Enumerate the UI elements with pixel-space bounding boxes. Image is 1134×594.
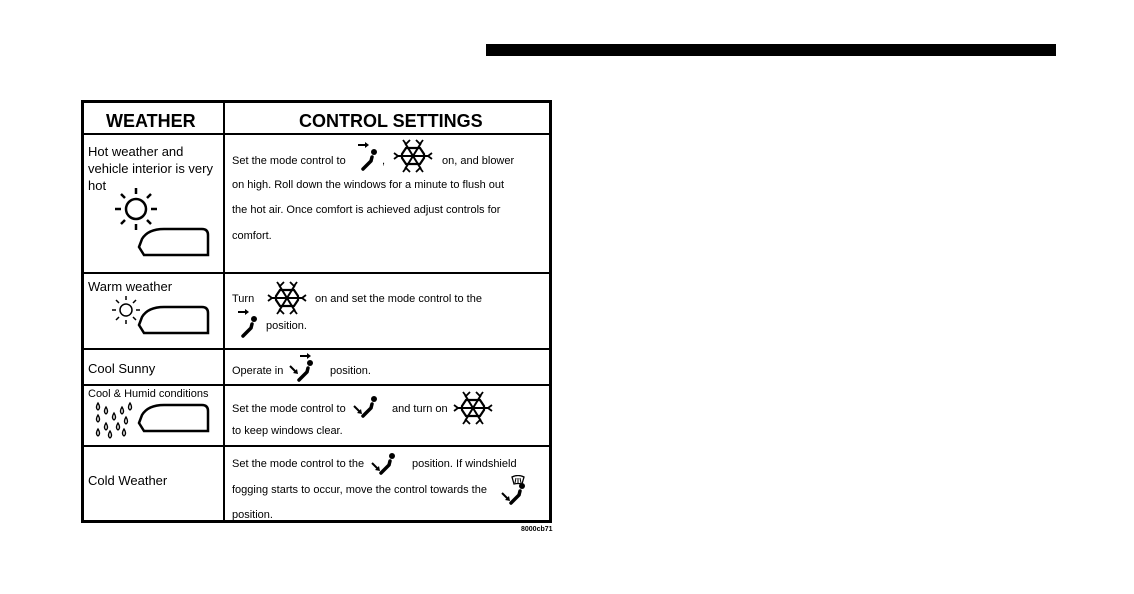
defrost-floor-mode-icon bbox=[500, 475, 540, 511]
row-divider bbox=[84, 133, 549, 135]
weather-warm: Warm weather bbox=[88, 279, 173, 294]
control-text: , bbox=[382, 155, 386, 167]
control-text: Operate in bbox=[232, 365, 284, 377]
car-icon bbox=[136, 401, 218, 441]
weather-cold: Cold Weather bbox=[88, 473, 168, 488]
floor-mode-icon bbox=[370, 447, 406, 481]
car-icon bbox=[136, 225, 218, 265]
control-text: to keep windows clear. bbox=[232, 425, 343, 437]
raindrops-icon bbox=[90, 401, 142, 443]
bi-level-mode-icon bbox=[288, 350, 324, 384]
control-text: comfort. bbox=[232, 230, 272, 242]
panel-vent-mode-icon bbox=[236, 304, 266, 340]
ac-snowflake-icon bbox=[450, 387, 496, 429]
control-text: on and set the mode control to the bbox=[315, 293, 482, 305]
control-text: Set the mode control to the bbox=[232, 458, 365, 470]
control-text: on, and blower bbox=[442, 155, 515, 167]
control-settings-header: CONTROL SETTINGS bbox=[299, 111, 483, 131]
control-text: Turn bbox=[232, 293, 255, 305]
header-bar bbox=[486, 44, 1056, 56]
control-text: position. bbox=[330, 365, 371, 377]
control-text: position. If windshield bbox=[412, 458, 517, 470]
weather-hot: Hot weather and vehicle interior is very hot bbox=[88, 144, 213, 193]
car-icon bbox=[136, 303, 218, 343]
column-divider bbox=[223, 103, 225, 520]
control-text: the hot air. Once comfort is achieved adjust controls for bbox=[232, 204, 501, 216]
figure-code: 8000cb71 bbox=[521, 526, 553, 533]
control-text: on high. Roll down the windows for a minute to flush out bbox=[232, 179, 505, 191]
weather-control-table bbox=[81, 100, 552, 523]
floor-mode-icon bbox=[352, 390, 388, 424]
weather-header: WEATHER bbox=[106, 111, 196, 131]
weather-cool-humid: Cool & Humid conditions bbox=[88, 388, 209, 400]
row-divider bbox=[84, 272, 549, 274]
ac-snowflake-icon bbox=[390, 135, 436, 177]
control-text: and turn on bbox=[392, 403, 448, 415]
control-text: Set the mode control to bbox=[232, 155, 346, 167]
control-text: position. bbox=[266, 320, 307, 332]
weather-cool-sunny: Cool Sunny bbox=[88, 361, 156, 376]
control-text: Set the mode control to bbox=[232, 403, 346, 415]
ac-snowflake-icon bbox=[264, 277, 310, 319]
row-divider bbox=[84, 445, 549, 447]
control-text: position. bbox=[232, 509, 273, 521]
control-text: fogging starts to occur, move the control towards the bbox=[232, 484, 487, 496]
